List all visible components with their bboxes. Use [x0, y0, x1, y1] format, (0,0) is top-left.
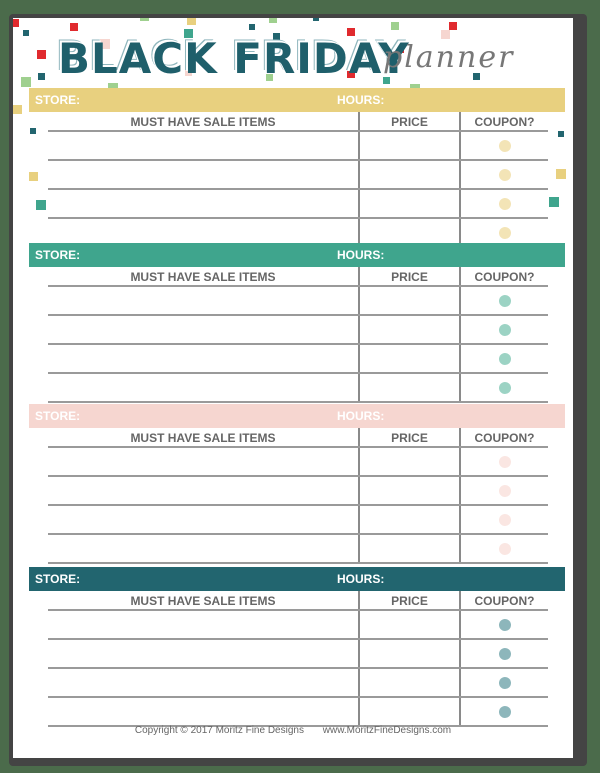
- coupon-dot-icon[interactable]: [499, 353, 511, 365]
- price-cell[interactable]: [358, 640, 459, 667]
- sale-items-table: [48, 112, 548, 246]
- coupon-dot-icon[interactable]: [499, 382, 511, 394]
- coupon-dot-icon[interactable]: [499, 140, 511, 152]
- item-cell[interactable]: [48, 345, 358, 372]
- coupon-cell[interactable]: [459, 448, 548, 475]
- store-bar: [29, 567, 565, 591]
- price-cell[interactable]: [358, 316, 459, 343]
- item-cell[interactable]: [48, 190, 358, 217]
- table-header: [48, 267, 548, 287]
- table-row: [48, 669, 548, 698]
- coupon-cell[interactable]: [459, 374, 548, 401]
- table-header: [48, 112, 548, 132]
- coupon-dot-icon[interactable]: [499, 324, 511, 336]
- table-row: [48, 374, 548, 403]
- item-cell[interactable]: [48, 374, 358, 401]
- store-label: STORE:: [35, 248, 81, 262]
- coupon-cell[interactable]: [459, 698, 548, 725]
- coupon-cell[interactable]: [459, 161, 548, 188]
- items-header: MUST HAVE SALE ITEMS: [130, 270, 276, 284]
- price-cell[interactable]: [358, 287, 459, 314]
- store-label: STORE:: [35, 409, 81, 423]
- confetti-square-icon: [269, 18, 277, 23]
- table-row: [48, 190, 548, 219]
- coupon-cell[interactable]: [459, 287, 548, 314]
- coupon-cell[interactable]: [459, 506, 548, 533]
- item-cell[interactable]: [48, 219, 358, 246]
- table-row: [48, 287, 548, 316]
- store-bar: [29, 404, 565, 428]
- hours-label: HOURS:: [337, 572, 385, 586]
- hours-label: HOURS:: [337, 248, 385, 262]
- price-header: PRICE: [358, 112, 459, 130]
- coupon-cell[interactable]: [459, 640, 548, 667]
- items-header: MUST HAVE SALE ITEMS: [130, 431, 276, 445]
- coupon-header: COUPON?: [459, 428, 548, 446]
- price-cell[interactable]: [358, 477, 459, 504]
- item-cell[interactable]: [48, 506, 358, 533]
- coupon-header: COUPON?: [459, 112, 548, 130]
- item-cell[interactable]: [48, 640, 358, 667]
- item-cell[interactable]: [48, 611, 358, 638]
- confetti-square-icon: [37, 50, 46, 59]
- price-cell[interactable]: [358, 669, 459, 696]
- item-cell[interactable]: [48, 448, 358, 475]
- confetti-square-icon: [140, 18, 149, 21]
- coupon-dot-icon[interactable]: [499, 514, 511, 526]
- hours-label: HOURS:: [337, 409, 385, 423]
- table-header: [48, 591, 548, 611]
- item-cell[interactable]: [48, 316, 358, 343]
- table-row: [48, 640, 548, 669]
- items-header: MUST HAVE SALE ITEMS: [130, 594, 276, 608]
- page-title: BLACK FRIDAY: [58, 34, 410, 83]
- price-cell[interactable]: [358, 190, 459, 217]
- item-cell[interactable]: [48, 669, 358, 696]
- confetti-square-icon: [70, 23, 78, 31]
- hours-label: HOURS:: [337, 93, 385, 107]
- planner-page: [13, 18, 573, 758]
- price-header: PRICE: [358, 428, 459, 446]
- coupon-cell[interactable]: [459, 345, 548, 372]
- coupon-dot-icon[interactable]: [499, 485, 511, 497]
- table-row: [48, 448, 548, 477]
- coupon-dot-icon[interactable]: [499, 677, 511, 689]
- price-cell[interactable]: [358, 374, 459, 401]
- table-row: [48, 611, 548, 640]
- table-row: [48, 506, 548, 535]
- table-row: [48, 161, 548, 190]
- items-header: MUST HAVE SALE ITEMS: [130, 115, 276, 129]
- store-section-3: [29, 404, 573, 562]
- store-bar: [29, 88, 565, 112]
- price-cell[interactable]: [358, 345, 459, 372]
- confetti-square-icon: [21, 77, 31, 87]
- confetti-square-icon: [449, 22, 457, 30]
- item-cell[interactable]: [48, 132, 358, 159]
- confetti-square-icon: [38, 73, 45, 80]
- price-cell[interactable]: [358, 698, 459, 725]
- price-header: PRICE: [358, 267, 459, 285]
- sale-items-table: [48, 267, 548, 401]
- coupon-dot-icon[interactable]: [499, 227, 511, 239]
- coupon-header: COUPON?: [459, 591, 548, 609]
- store-bar: [29, 243, 565, 267]
- confetti-square-icon: [13, 19, 19, 27]
- table-row: [48, 477, 548, 506]
- coupon-header: COUPON?: [459, 267, 548, 285]
- price-cell[interactable]: [358, 506, 459, 533]
- price-cell[interactable]: [358, 132, 459, 159]
- confetti-square-icon: [23, 30, 29, 36]
- confetti-square-icon: [249, 24, 255, 30]
- confetti-square-icon: [313, 18, 319, 21]
- coupon-cell[interactable]: [459, 316, 548, 343]
- table-header: [48, 428, 548, 448]
- coupon-dot-icon[interactable]: [499, 648, 511, 660]
- table-row: [48, 698, 548, 727]
- coupon-dot-icon[interactable]: [499, 169, 511, 181]
- coupon-cell[interactable]: [459, 535, 548, 562]
- price-cell[interactable]: [358, 219, 459, 246]
- price-cell[interactable]: [358, 611, 459, 638]
- copyright-text: Copyright © 2017 Moritz Fine Designs: [134, 725, 304, 736]
- coupon-cell[interactable]: [459, 132, 548, 159]
- coupon-dot-icon[interactable]: [499, 706, 511, 718]
- sale-items-table: [48, 428, 548, 562]
- coupon-cell[interactable]: [459, 669, 548, 696]
- table-row: [48, 132, 548, 161]
- item-cell[interactable]: [48, 287, 358, 314]
- store-label: STORE:: [35, 572, 81, 586]
- store-section-2: [29, 243, 573, 401]
- website-link[interactable]: www.MoritzFineDesigns.com: [322, 725, 452, 736]
- footer: [13, 725, 573, 736]
- price-header: PRICE: [358, 591, 459, 609]
- price-cell[interactable]: [358, 161, 459, 188]
- price-cell[interactable]: [358, 535, 459, 562]
- confetti-square-icon: [13, 105, 22, 114]
- coupon-dot-icon[interactable]: [499, 295, 511, 307]
- table-row: [48, 345, 548, 374]
- coupon-cell[interactable]: [459, 477, 548, 504]
- coupon-cell[interactable]: [459, 219, 548, 246]
- coupon-dot-icon[interactable]: [499, 619, 511, 631]
- price-cell[interactable]: [358, 448, 459, 475]
- item-cell[interactable]: [48, 698, 358, 725]
- item-cell[interactable]: [48, 477, 358, 504]
- confetti-square-icon: [391, 22, 399, 30]
- coupon-cell[interactable]: [459, 190, 548, 217]
- sale-items-table: [48, 591, 548, 725]
- item-cell[interactable]: [48, 161, 358, 188]
- coupon-cell[interactable]: [459, 611, 548, 638]
- table-row: [48, 316, 548, 345]
- store-section-4: [29, 567, 573, 725]
- table-row: [48, 535, 548, 564]
- coupon-dot-icon[interactable]: [499, 543, 511, 555]
- item-cell[interactable]: [48, 535, 358, 562]
- confetti-square-icon: [187, 18, 196, 25]
- store-section-1: [29, 88, 573, 246]
- coupon-dot-icon[interactable]: [499, 456, 511, 468]
- store-label: STORE:: [35, 93, 81, 107]
- page-subtitle-script: planner: [383, 40, 515, 75]
- coupon-dot-icon[interactable]: [499, 198, 511, 210]
